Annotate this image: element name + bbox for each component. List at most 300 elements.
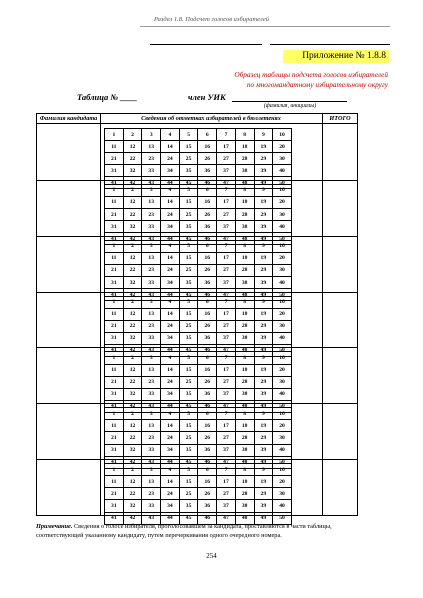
ballot-number-cell[interactable]: 30 [273,488,292,500]
ballot-number-cell[interactable]: 34 [161,276,180,288]
ballot-number-cell[interactable]: 3 [142,184,161,196]
ballot-number-cell[interactable]: 5 [179,129,198,141]
ballot-number-cell[interactable]: 50 [273,344,292,356]
ballot-number-cell[interactable]: 33 [142,221,161,233]
ballot-number-cell[interactable]: 14 [161,476,180,488]
ballot-number-cell[interactable]: 17 [217,420,236,432]
ballot-number-cell[interactable]: 13 [142,364,161,376]
ballot-number-cell[interactable]: 7 [217,464,236,476]
ballot-number-cell[interactable]: 45 [179,456,198,468]
ballot-number-cell[interactable]: 15 [179,364,198,376]
ballot-number-cell[interactable]: 4 [161,240,180,252]
ballot-number-cell[interactable]: 30 [273,264,292,276]
ballot-number-cell[interactable]: 42 [123,400,142,412]
ballot-number-cell[interactable]: 22 [123,488,142,500]
ballot-number-cell[interactable]: 36 [198,444,217,456]
ballot-number-cell[interactable]: 48 [235,289,254,301]
ballot-number-cell[interactable]: 5 [179,352,198,364]
ballot-number-cell[interactable]: 37 [217,276,236,288]
ballot-number-cell[interactable]: 8 [235,408,254,420]
ballot-number-cell[interactable]: 31 [105,388,124,400]
ballot-number-cell[interactable]: 46 [198,177,217,189]
ballot-number-cell[interactable]: 20 [273,420,292,432]
ballot-number-cell[interactable]: 11 [105,420,124,432]
ballot-number-cell[interactable]: 44 [161,233,180,245]
ballot-number-cell[interactable]: 1 [105,184,124,196]
ballot-number-cell[interactable]: 15 [179,252,198,264]
ballot-number-cell[interactable]: 19 [254,141,273,153]
ballot-number-cell[interactable]: 40 [273,221,292,233]
ballot-number-cell[interactable]: 17 [217,476,236,488]
ballot-number-cell[interactable]: 17 [217,141,236,153]
ballot-number-cell[interactable]: 39 [254,500,273,512]
ballot-number-cell[interactable]: 34 [161,500,180,512]
ballot-number-cell[interactable]: 39 [254,388,273,400]
ballot-number-cell[interactable]: 32 [123,165,142,177]
ballot-number-cell[interactable]: 7 [217,129,236,141]
ballot-number-cell[interactable]: 43 [142,344,161,356]
ballot-number-cell[interactable]: 14 [161,308,180,320]
ballot-number-cell[interactable]: 17 [217,364,236,376]
ballot-number-cell[interactable]: 29 [254,264,273,276]
ballot-number-cell[interactable]: 30 [273,153,292,165]
ballot-number-cell[interactable]: 6 [198,408,217,420]
ballot-number-cell[interactable]: 42 [123,512,142,524]
ballot-number-cell[interactable]: 38 [235,500,254,512]
ballot-number-cell[interactable]: 2 [123,184,142,196]
ballot-number-cell[interactable]: 36 [198,165,217,177]
ballot-number-cell[interactable]: 49 [254,289,273,301]
ballot-number-cell[interactable]: 46 [198,512,217,524]
ballot-number-cell[interactable]: 2 [123,464,142,476]
ballot-number-cell[interactable]: 42 [123,456,142,468]
ballot-number-cell[interactable]: 20 [273,476,292,488]
ballot-number-cell[interactable]: 30 [273,376,292,388]
ballot-number-cell[interactable]: 36 [198,221,217,233]
ballot-number-cell[interactable]: 35 [179,332,198,344]
ballot-number-cell[interactable]: 28 [235,432,254,444]
ballot-number-cell[interactable]: 11 [105,364,124,376]
ballot-number-cell[interactable]: 32 [123,444,142,456]
ballot-number-cell[interactable]: 33 [142,276,161,288]
ballot-number-cell[interactable]: 12 [123,364,142,376]
ballot-number-cell[interactable]: 1 [105,240,124,252]
ballot-number-cell[interactable]: 7 [217,184,236,196]
ballot-number-cell[interactable]: 12 [123,252,142,264]
ballot-number-cell[interactable]: 5 [179,296,198,308]
ballot-number-cell[interactable]: 43 [142,512,161,524]
ballot-number-cell[interactable]: 9 [254,184,273,196]
ballot-number-cell[interactable]: 13 [142,141,161,153]
ballot-number-cell[interactable]: 10 [273,240,292,252]
ballot-number-cell[interactable]: 12 [123,476,142,488]
ballot-number-cell[interactable]: 48 [235,456,254,468]
ballot-number-cell[interactable]: 44 [161,344,180,356]
ballot-number-cell[interactable]: 18 [235,252,254,264]
ballot-number-cell[interactable]: 50 [273,177,292,189]
ballot-number-cell[interactable]: 2 [123,240,142,252]
ballot-number-cell[interactable]: 28 [235,153,254,165]
ballot-number-cell[interactable]: 10 [273,184,292,196]
ballot-number-cell[interactable]: 16 [198,420,217,432]
ballot-number-cell[interactable]: 29 [254,432,273,444]
ballot-number-cell[interactable]: 22 [123,320,142,332]
ballot-number-cell[interactable]: 22 [123,153,142,165]
ballot-number-cell[interactable]: 35 [179,165,198,177]
ballot-number-cell[interactable]: 29 [254,376,273,388]
ballot-number-cell[interactable]: 2 [123,296,142,308]
ballot-number-cell[interactable]: 37 [217,165,236,177]
ballot-number-cell[interactable]: 16 [198,141,217,153]
ballot-number-cell[interactable]: 35 [179,221,198,233]
ballot-number-cell[interactable]: 50 [273,233,292,245]
ballot-number-cell[interactable]: 10 [273,129,292,141]
ballot-number-cell[interactable]: 9 [254,240,273,252]
ballot-number-cell[interactable]: 48 [235,512,254,524]
ballot-number-cell[interactable]: 26 [198,153,217,165]
ballot-number-cell[interactable]: 32 [123,276,142,288]
ballot-number-cell[interactable]: 38 [235,332,254,344]
ballot-number-cell[interactable]: 31 [105,165,124,177]
ballot-number-cell[interactable]: 50 [273,456,292,468]
ballot-number-cell[interactable]: 16 [198,252,217,264]
ballot-number-cell[interactable]: 1 [105,464,124,476]
ballot-number-cell[interactable]: 10 [273,464,292,476]
ballot-number-cell[interactable]: 43 [142,400,161,412]
ballot-number-cell[interactable]: 9 [254,129,273,141]
ballot-number-cell[interactable]: 22 [123,209,142,221]
ballot-number-cell[interactable]: 25 [179,432,198,444]
ballot-number-cell[interactable]: 13 [142,196,161,208]
ballot-number-cell[interactable]: 1 [105,408,124,420]
ballot-number-cell[interactable]: 46 [198,233,217,245]
ballot-number-cell[interactable]: 31 [105,332,124,344]
ballot-number-cell[interactable]: 30 [273,209,292,221]
ballot-number-cell[interactable]: 37 [217,221,236,233]
ballot-number-cell[interactable]: 36 [198,276,217,288]
ballot-number-cell[interactable]: 15 [179,308,198,320]
ballot-number-cell[interactable]: 12 [123,196,142,208]
ballot-number-cell[interactable]: 24 [161,488,180,500]
ballot-number-cell[interactable]: 37 [217,500,236,512]
ballot-number-cell[interactable]: 5 [179,240,198,252]
ballot-number-cell[interactable]: 50 [273,512,292,524]
ballot-number-cell[interactable]: 24 [161,432,180,444]
ballot-number-cell[interactable]: 39 [254,276,273,288]
ballot-number-cell[interactable]: 25 [179,376,198,388]
ballot-number-cell[interactable]: 27 [217,488,236,500]
ballot-number-cell[interactable]: 18 [235,364,254,376]
ballot-number-cell[interactable]: 16 [198,308,217,320]
ballot-number-cell[interactable]: 6 [198,129,217,141]
ballot-number-cell[interactable]: 11 [105,141,124,153]
ballot-number-cell[interactable]: 8 [235,464,254,476]
ballot-number-cell[interactable]: 48 [235,400,254,412]
ballot-number-cell[interactable]: 16 [198,476,217,488]
ballot-number-cell[interactable]: 20 [273,141,292,153]
ballot-number-cell[interactable]: 27 [217,153,236,165]
ballot-number-cell[interactable]: 27 [217,376,236,388]
ballot-number-cell[interactable]: 17 [217,196,236,208]
ballot-number-cell[interactable]: 42 [123,289,142,301]
ballot-number-cell[interactable]: 27 [217,320,236,332]
ballot-number-cell[interactable]: 27 [217,432,236,444]
ballot-number-cell[interactable]: 40 [273,165,292,177]
ballot-number-cell[interactable]: 26 [198,488,217,500]
ballot-number-cell[interactable]: 21 [105,209,124,221]
ballot-number-cell[interactable]: 6 [198,296,217,308]
ballot-number-cell[interactable]: 11 [105,476,124,488]
ballot-number-cell[interactable]: 48 [235,233,254,245]
ballot-number-cell[interactable]: 40 [273,500,292,512]
ballot-number-cell[interactable]: 41 [105,344,124,356]
ballot-number-cell[interactable]: 13 [142,308,161,320]
ballot-number-cell[interactable]: 25 [179,209,198,221]
ballot-number-cell[interactable]: 43 [142,289,161,301]
ballot-number-cell[interactable]: 13 [142,420,161,432]
ballot-number-cell[interactable]: 45 [179,400,198,412]
ballot-number-cell[interactable]: 14 [161,252,180,264]
ballot-number-cell[interactable]: 21 [105,264,124,276]
ballot-number-cell[interactable]: 15 [179,420,198,432]
ballot-number-cell[interactable]: 10 [273,352,292,364]
ballot-number-cell[interactable]: 23 [142,153,161,165]
ballot-number-cell[interactable]: 35 [179,500,198,512]
ballot-number-cell[interactable]: 19 [254,196,273,208]
ballot-number-cell[interactable]: 3 [142,352,161,364]
ballot-number-cell[interactable]: 31 [105,444,124,456]
ballot-number-cell[interactable]: 47 [217,233,236,245]
ballot-number-cell[interactable]: 29 [254,153,273,165]
ballot-number-cell[interactable]: 31 [105,276,124,288]
ballot-number-cell[interactable]: 29 [254,320,273,332]
ballot-number-cell[interactable]: 47 [217,456,236,468]
ballot-number-cell[interactable]: 19 [254,476,273,488]
ballot-number-cell[interactable]: 24 [161,264,180,276]
ballot-number-cell[interactable]: 28 [235,488,254,500]
ballot-number-cell[interactable]: 38 [235,276,254,288]
ballot-number-cell[interactable]: 7 [217,352,236,364]
ballot-number-cell[interactable]: 40 [273,332,292,344]
ballot-number-cell[interactable]: 49 [254,400,273,412]
ballot-number-cell[interactable]: 6 [198,240,217,252]
ballot-number-cell[interactable]: 38 [235,388,254,400]
ballot-number-cell[interactable]: 33 [142,332,161,344]
ballot-number-cell[interactable]: 9 [254,408,273,420]
ballot-number-cell[interactable]: 1 [105,296,124,308]
ballot-number-cell[interactable]: 49 [254,344,273,356]
ballot-number-cell[interactable]: 20 [273,364,292,376]
ballot-number-cell[interactable]: 32 [123,221,142,233]
ballot-number-cell[interactable]: 49 [254,512,273,524]
ballot-number-cell[interactable]: 24 [161,153,180,165]
ballot-number-cell[interactable]: 43 [142,233,161,245]
ballot-number-cell[interactable]: 3 [142,296,161,308]
ballot-number-cell[interactable]: 44 [161,456,180,468]
ballot-number-cell[interactable]: 4 [161,296,180,308]
ballot-number-cell[interactable]: 2 [123,129,142,141]
ballot-number-cell[interactable]: 46 [198,400,217,412]
ballot-number-cell[interactable]: 25 [179,320,198,332]
ballot-number-cell[interactable]: 36 [198,500,217,512]
ballot-number-cell[interactable]: 8 [235,184,254,196]
ballot-number-cell[interactable]: 21 [105,432,124,444]
ballot-number-cell[interactable]: 17 [217,252,236,264]
ballot-number-cell[interactable]: 49 [254,456,273,468]
ballot-number-cell[interactable]: 25 [179,153,198,165]
ballot-number-cell[interactable]: 45 [179,177,198,189]
ballot-number-cell[interactable]: 21 [105,320,124,332]
ballot-number-cell[interactable]: 47 [217,344,236,356]
ballot-number-cell[interactable]: 1 [105,129,124,141]
ballot-number-cell[interactable]: 41 [105,177,124,189]
ballot-number-cell[interactable]: 11 [105,308,124,320]
ballot-number-cell[interactable]: 40 [273,444,292,456]
ballot-number-cell[interactable]: 44 [161,177,180,189]
ballot-number-cell[interactable]: 4 [161,464,180,476]
ballot-number-cell[interactable]: 20 [273,252,292,264]
ballot-number-cell[interactable]: 24 [161,376,180,388]
ballot-number-cell[interactable]: 19 [254,420,273,432]
ballot-number-cell[interactable]: 26 [198,432,217,444]
ballot-number-cell[interactable]: 1 [105,352,124,364]
ballot-number-cell[interactable]: 45 [179,233,198,245]
ballot-number-cell[interactable]: 22 [123,264,142,276]
ballot-number-cell[interactable]: 34 [161,444,180,456]
ballot-number-cell[interactable]: 38 [235,165,254,177]
ballot-number-cell[interactable]: 19 [254,364,273,376]
ballot-number-cell[interactable]: 29 [254,488,273,500]
ballot-number-cell[interactable]: 11 [105,252,124,264]
ballot-number-cell[interactable]: 49 [254,177,273,189]
ballot-number-cell[interactable]: 17 [217,308,236,320]
ballot-number-cell[interactable]: 3 [142,129,161,141]
ballot-number-cell[interactable]: 32 [123,332,142,344]
ballot-number-cell[interactable]: 23 [142,209,161,221]
ballot-number-cell[interactable]: 22 [123,376,142,388]
ballot-number-cell[interactable]: 4 [161,129,180,141]
ballot-number-cell[interactable]: 10 [273,296,292,308]
ballot-number-cell[interactable]: 46 [198,344,217,356]
ballot-number-cell[interactable]: 7 [217,240,236,252]
ballot-number-cell[interactable]: 26 [198,320,217,332]
ballot-number-cell[interactable]: 48 [235,177,254,189]
ballot-number-cell[interactable]: 35 [179,388,198,400]
ballot-number-cell[interactable]: 23 [142,376,161,388]
ballot-number-cell[interactable]: 4 [161,408,180,420]
ballot-number-cell[interactable]: 42 [123,344,142,356]
ballot-number-cell[interactable]: 16 [198,196,217,208]
ballot-number-cell[interactable]: 25 [179,488,198,500]
ballot-number-cell[interactable]: 8 [235,296,254,308]
ballot-number-cell[interactable]: 33 [142,444,161,456]
ballot-number-cell[interactable]: 36 [198,332,217,344]
ballot-number-cell[interactable]: 43 [142,456,161,468]
ballot-number-cell[interactable]: 31 [105,221,124,233]
ballot-number-cell[interactable]: 31 [105,500,124,512]
ballot-number-cell[interactable]: 45 [179,512,198,524]
ballot-number-cell[interactable]: 28 [235,320,254,332]
ballot-number-cell[interactable]: 3 [142,408,161,420]
ballot-number-cell[interactable]: 21 [105,153,124,165]
ballot-number-cell[interactable]: 12 [123,141,142,153]
ballot-number-cell[interactable]: 40 [273,276,292,288]
ballot-number-cell[interactable]: 39 [254,165,273,177]
ballot-number-cell[interactable]: 14 [161,364,180,376]
ballot-number-cell[interactable]: 12 [123,308,142,320]
ballot-number-cell[interactable]: 20 [273,308,292,320]
ballot-number-cell[interactable]: 9 [254,352,273,364]
ballot-number-cell[interactable]: 6 [198,352,217,364]
ballot-number-cell[interactable]: 21 [105,376,124,388]
ballot-number-cell[interactable]: 27 [217,264,236,276]
ballot-number-cell[interactable]: 4 [161,352,180,364]
ballot-number-cell[interactable]: 13 [142,476,161,488]
ballot-number-cell[interactable]: 2 [123,408,142,420]
ballot-number-cell[interactable]: 28 [235,209,254,221]
ballot-number-cell[interactable]: 32 [123,500,142,512]
ballot-number-cell[interactable]: 30 [273,432,292,444]
ballot-number-cell[interactable]: 26 [198,376,217,388]
ballot-number-cell[interactable]: 36 [198,388,217,400]
ballot-number-cell[interactable]: 8 [235,129,254,141]
ballot-number-cell[interactable]: 14 [161,420,180,432]
ballot-number-cell[interactable]: 9 [254,464,273,476]
ballot-number-cell[interactable]: 16 [198,364,217,376]
ballot-number-cell[interactable]: 10 [273,408,292,420]
ballot-number-cell[interactable]: 41 [105,289,124,301]
ballot-number-cell[interactable]: 47 [217,400,236,412]
ballot-number-cell[interactable]: 20 [273,196,292,208]
ballot-number-cell[interactable]: 50 [273,400,292,412]
ballot-number-cell[interactable]: 15 [179,141,198,153]
ballot-number-cell[interactable]: 49 [254,233,273,245]
ballot-number-cell[interactable]: 8 [235,240,254,252]
ballot-number-cell[interactable]: 39 [254,444,273,456]
ballot-number-cell[interactable]: 27 [217,209,236,221]
ballot-number-cell[interactable]: 48 [235,344,254,356]
ballot-number-cell[interactable]: 32 [123,388,142,400]
ballot-number-cell[interactable]: 37 [217,388,236,400]
ballot-number-cell[interactable]: 14 [161,196,180,208]
ballot-number-cell[interactable]: 41 [105,400,124,412]
ballot-number-cell[interactable]: 19 [254,308,273,320]
ballot-number-cell[interactable]: 44 [161,512,180,524]
ballot-number-cell[interactable]: 19 [254,252,273,264]
ballot-number-cell[interactable]: 33 [142,500,161,512]
ballot-number-cell[interactable]: 41 [105,233,124,245]
ballot-number-cell[interactable]: 29 [254,209,273,221]
ballot-number-cell[interactable]: 11 [105,196,124,208]
ballot-number-cell[interactable]: 15 [179,196,198,208]
ballot-number-cell[interactable]: 42 [123,177,142,189]
ballot-number-cell[interactable]: 45 [179,289,198,301]
ballot-number-cell[interactable]: 28 [235,376,254,388]
ballot-number-cell[interactable]: 23 [142,320,161,332]
ballot-number-cell[interactable]: 18 [235,476,254,488]
ballot-number-cell[interactable]: 41 [105,512,124,524]
ballot-number-cell[interactable]: 25 [179,264,198,276]
ballot-number-cell[interactable]: 34 [161,221,180,233]
ballot-number-cell[interactable]: 18 [235,420,254,432]
ballot-number-cell[interactable]: 15 [179,476,198,488]
ballot-number-cell[interactable]: 46 [198,456,217,468]
ballot-number-cell[interactable]: 4 [161,184,180,196]
ballot-number-cell[interactable]: 37 [217,444,236,456]
ballot-number-cell[interactable]: 34 [161,332,180,344]
ballot-number-cell[interactable]: 7 [217,296,236,308]
ballot-number-cell[interactable]: 43 [142,177,161,189]
